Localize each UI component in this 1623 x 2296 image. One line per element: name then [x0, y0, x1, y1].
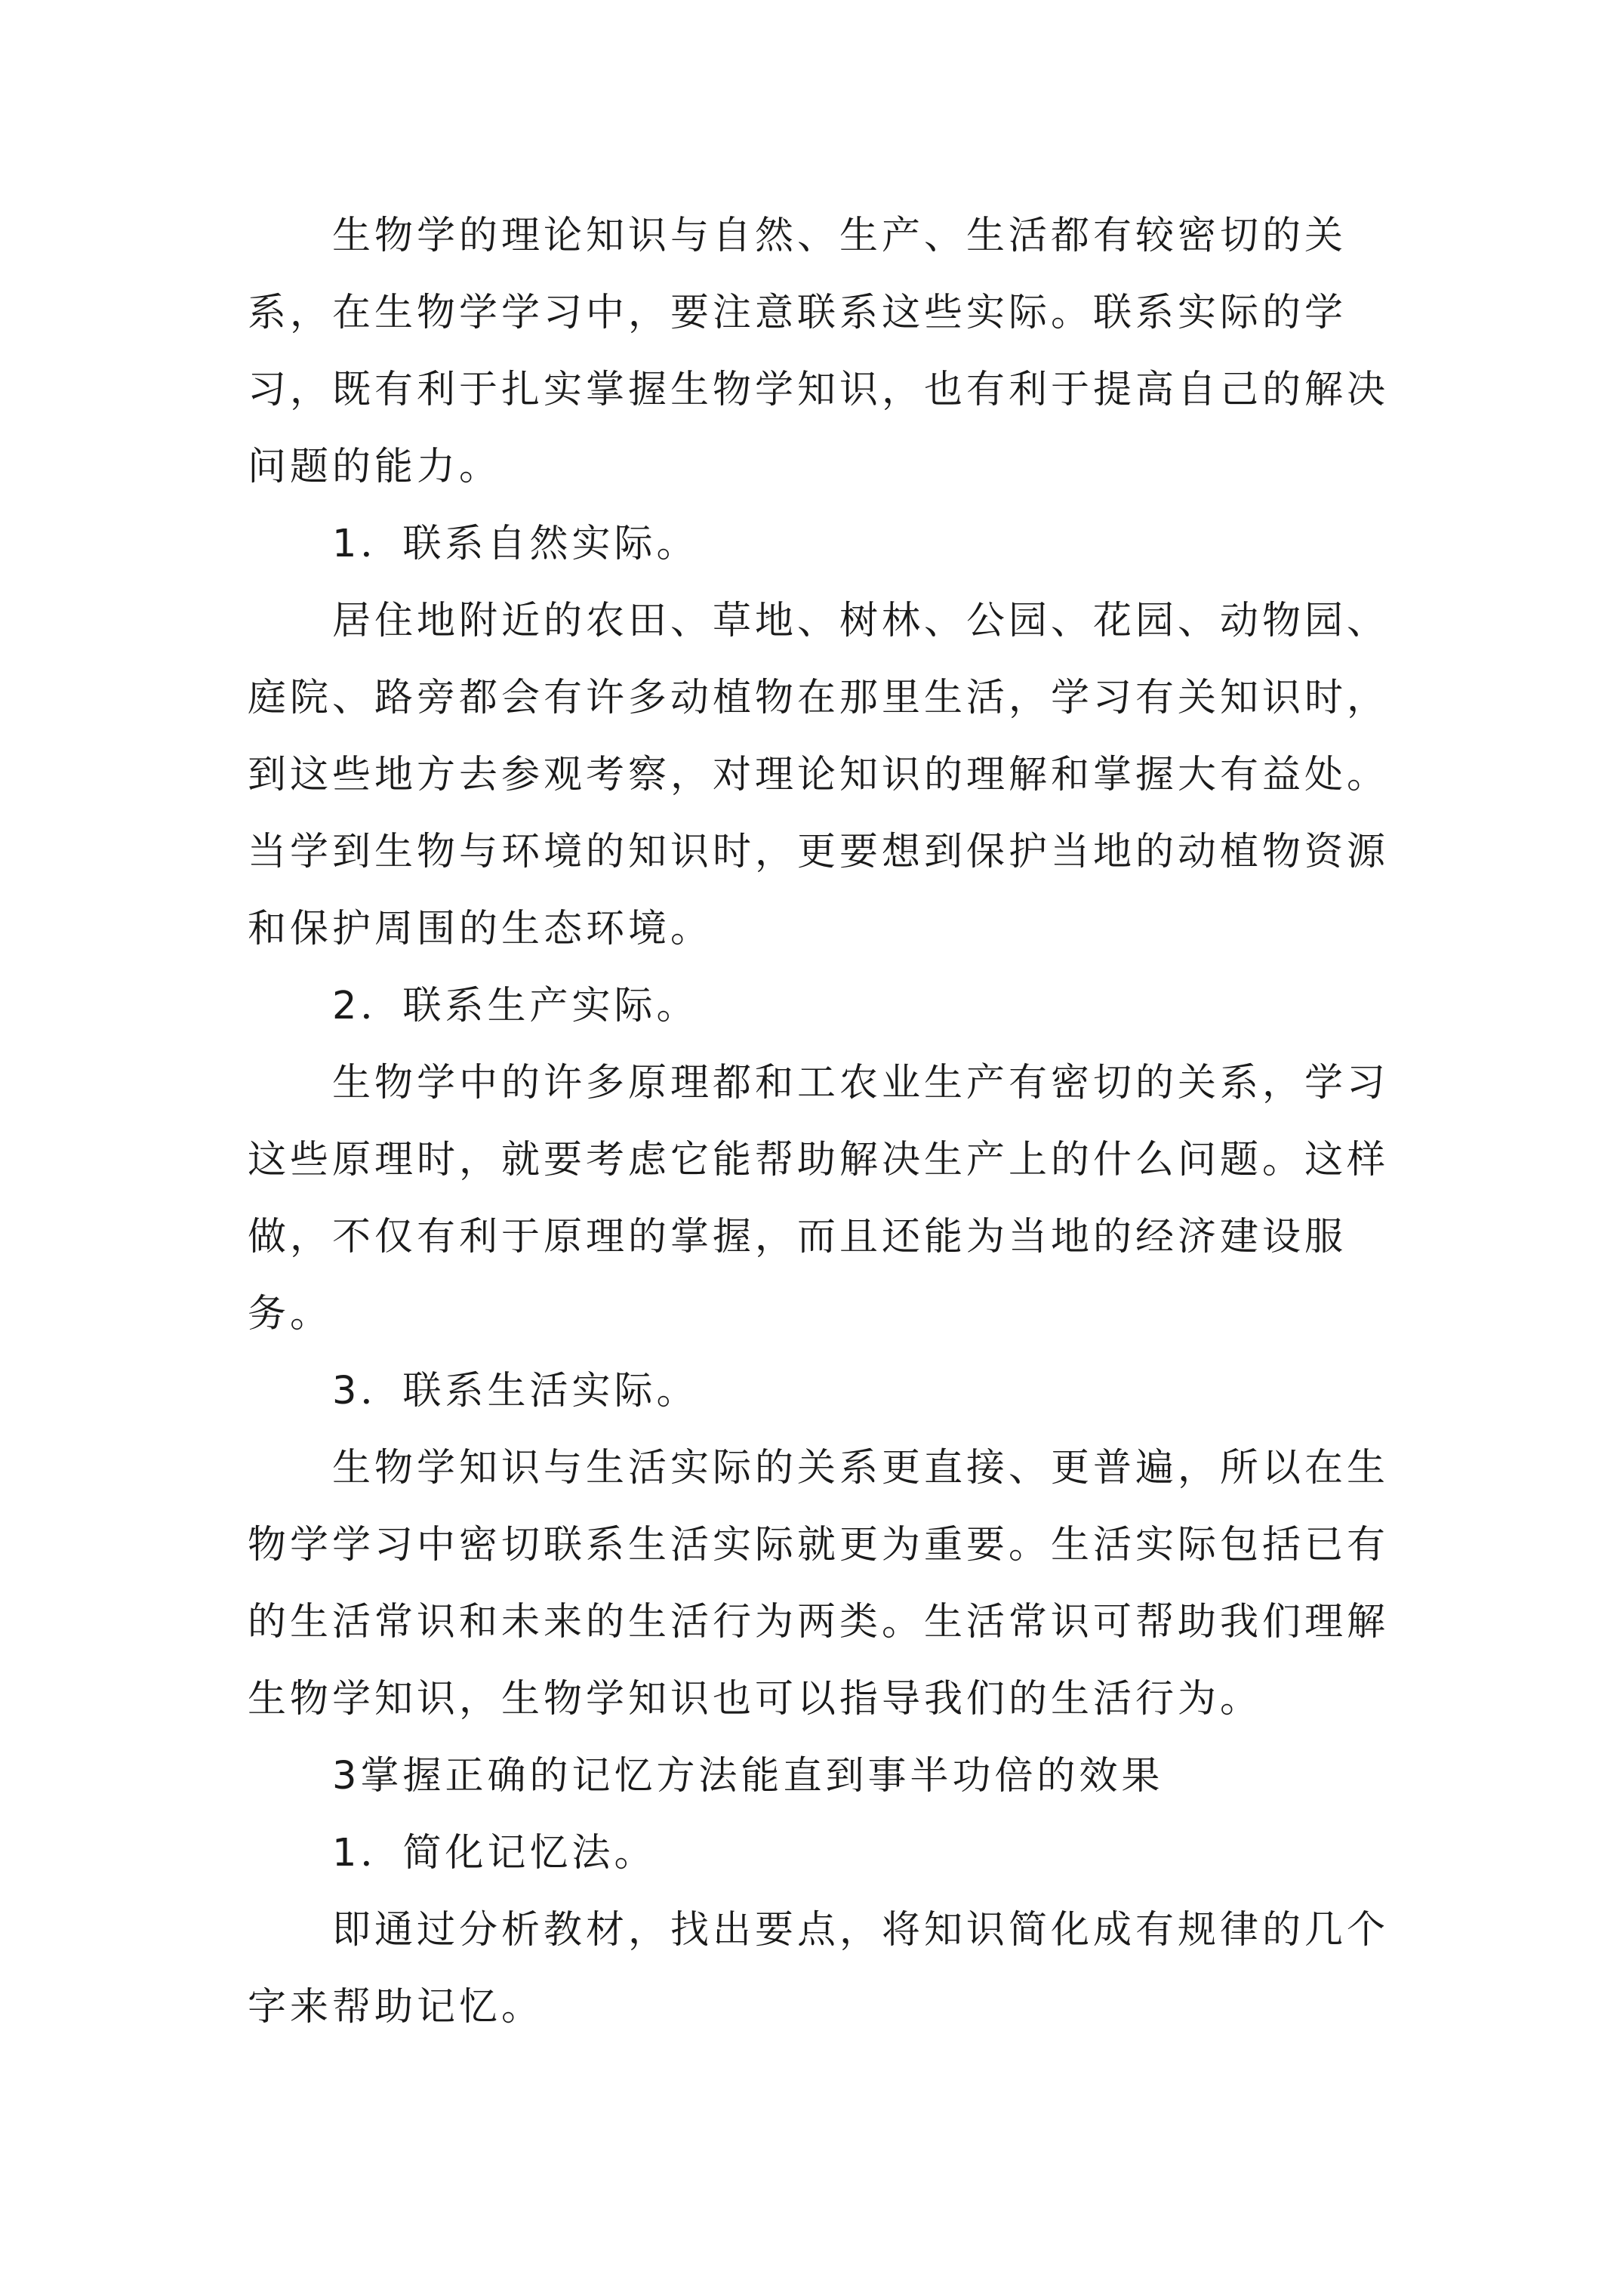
section-heading-memory: 3掌握正确的记忆方法能直到事半功倍的效果	[332, 1754, 1164, 1798]
paragraph-simplify: 即通过分析教材，找出要点，将知识简化成有规律的几个字来帮助记忆。	[248, 1908, 1390, 2029]
heading-nature: 1．联系自然实际。	[332, 522, 699, 566]
heading-life: 3．联系生活实际。	[332, 1369, 699, 1413]
heading-production: 2．联系生产实际。	[332, 984, 699, 1028]
heading-simplify: 1．简化记忆法。	[332, 1831, 657, 1875]
paragraph-nature: 居住地附近的农田、草地、树林、公园、花园、动物园、庭院、路旁都会有许多动植物在那里生活，学习有关知识时，到这些地方去参观考察，对理论知识的理解和掌握大有益处。当学到生物与环境的知识时，更要想到保护当地的动植物资源和保护周围的生态环境。	[248, 599, 1390, 951]
paragraph-production: 生物学中的许多原理都和工农业生产有密切的关系，学习这些原理时，就要考虑它能帮助解决生产上的什么问题。这样做，不仅有利于原理的掌握，而且还能为当地的经济建设服务。	[248, 1061, 1390, 1336]
intro-paragraph: 生物学的理论知识与自然、生产、生活都有较密切的关系，在生物学学习中，要注意联系这些实际。联系实际的学习，既有利于扎实掌握生物学知识，也有利于提高自己的解决问题的能力。	[248, 214, 1390, 489]
document-body	[248, 198, 1395, 2046]
paragraph-life: 生物学知识与生活实际的关系更直接、更普遍，所以在生物学学习中密切联系生活实际就更为重要。生活实际包括已有的生活常识和未来的生活行为两类。生活常识可帮助我们理解生物学知识，生物学知识也可以指导我们的生活行为。	[248, 1446, 1390, 1721]
